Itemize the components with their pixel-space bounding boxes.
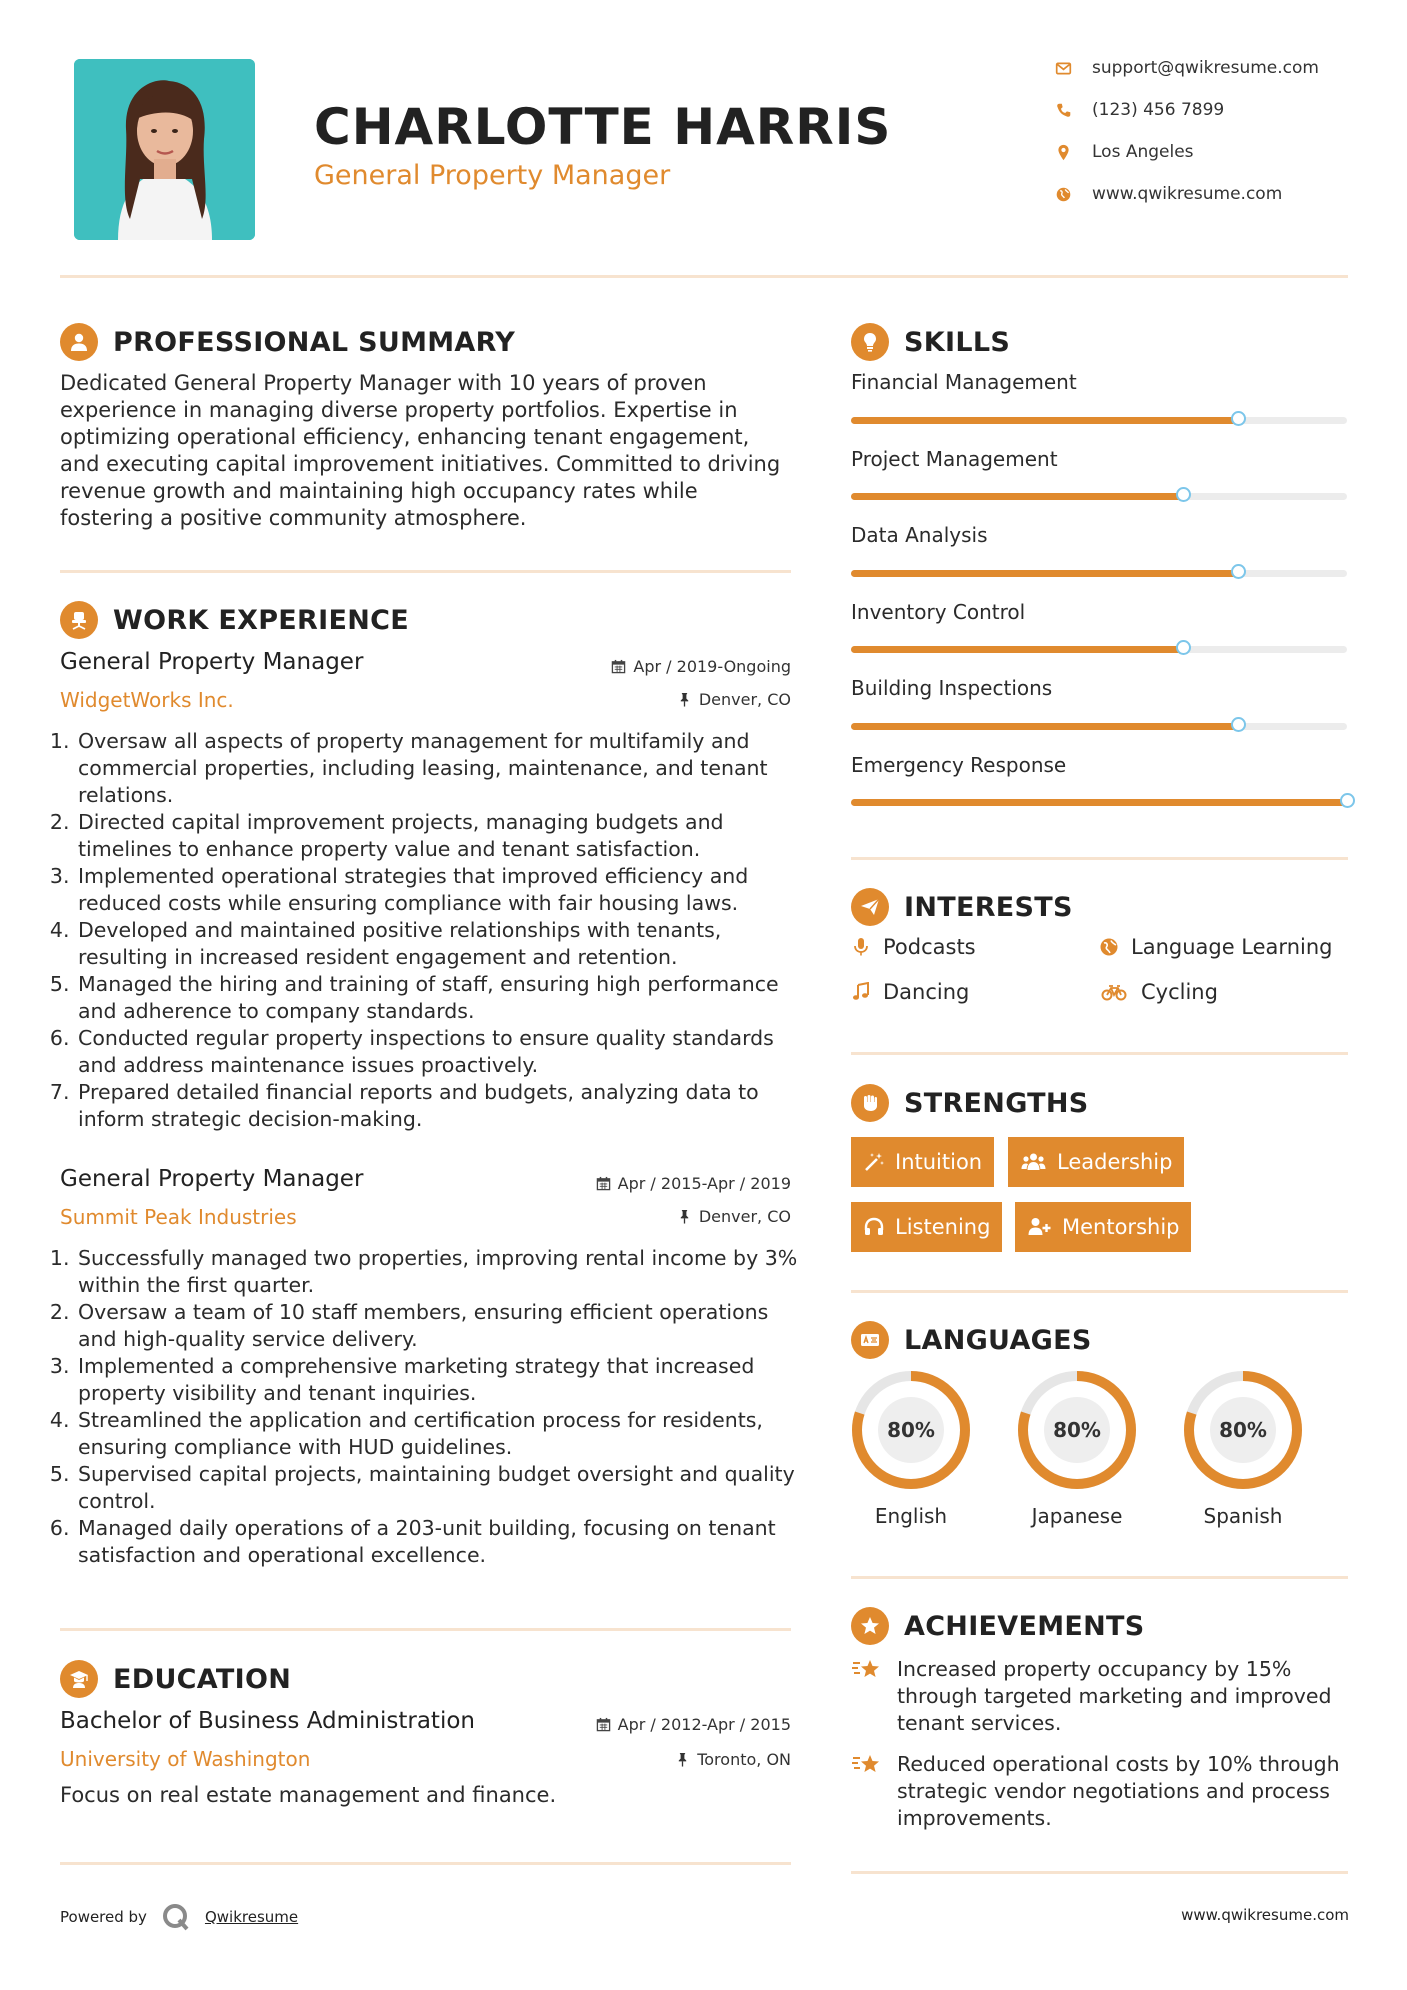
contact-email-text: support@qwikresume.com — [1092, 58, 1319, 78]
candidate-name: CHARLOTTE HARRIS — [314, 98, 892, 156]
skill-bar-knob — [1176, 640, 1191, 655]
job-1-dates-text: Apr / 2019-Ongoing — [633, 657, 791, 676]
education-dates-text: Apr / 2012-Apr / 2015 — [617, 1715, 791, 1734]
powered-by-text: Powered by — [60, 1908, 147, 1926]
skill-bar-knob — [1340, 793, 1355, 808]
interest-item — [851, 980, 969, 1004]
footer-website[interactable]: www.qwikresume.com — [1181, 1906, 1349, 1924]
achievement-item — [851, 1656, 1357, 1737]
list-item: 1. Oversaw all aspects of property management for multifamily and commercial properties, including leasing, maintenance, and tenant relations. — [76, 728, 811, 809]
calendar-icon — [596, 1717, 611, 1732]
strength-label: Leadership — [1057, 1150, 1173, 1174]
qwikresume-link[interactable]: Qwikresume — [204, 1908, 299, 1926]
skill-bar-fill — [851, 570, 1238, 577]
microphone-icon — [851, 937, 871, 957]
list-item: 7. Prepared detailed financial reports and budgets, analyzing data to inform strategic decision-making. — [76, 1079, 811, 1133]
achievements-divider — [851, 1871, 1348, 1874]
map-pin-icon — [1055, 144, 1072, 161]
education-description: Focus on real estate management and finance. — [60, 1783, 557, 1807]
achievement-text: Reduced operational costs by 10% through strategic vendor negotiations and process improvements. — [897, 1752, 1340, 1830]
language-ring — [850, 1369, 972, 1491]
user-icon — [60, 323, 98, 361]
interests-title: INTERESTS — [904, 891, 1073, 923]
interest-label: Language Learning — [1131, 935, 1333, 959]
skill-bar-knob — [1231, 717, 1246, 732]
list-item: 1. Successfully managed two properties, improving rental income by 3% within the first quarter. — [76, 1245, 811, 1299]
globe-icon — [1099, 937, 1119, 957]
education-divider — [60, 1862, 791, 1865]
star-badge-icon — [851, 1607, 889, 1645]
interest-item — [851, 935, 976, 959]
raised-fist-icon — [851, 1084, 889, 1122]
achievements-title: ACHIEVEMENTS — [904, 1610, 1145, 1642]
skill-bar — [851, 493, 1347, 500]
shooting-star-icon — [851, 1751, 883, 1779]
list-item: 4. Developed and maintained positive relationships with tenants, resulting in increased resident engagement and retention. — [76, 917, 811, 971]
profile-photo — [74, 59, 255, 240]
achievements-section-header — [851, 1607, 1145, 1645]
interests-divider — [851, 1052, 1348, 1055]
work-title: WORK EXPERIENCE — [113, 604, 409, 636]
globe-icon — [1055, 186, 1072, 203]
footer-powered-by — [60, 1902, 298, 1932]
skills-title: SKILLS — [904, 326, 1011, 358]
job-2-location-text: Denver, CO — [698, 1207, 791, 1226]
education-dates — [520, 1715, 791, 1734]
work-divider — [60, 1628, 791, 1631]
skill-bar — [851, 799, 1347, 806]
skill-bar-fill — [851, 799, 1347, 806]
skill-bar — [851, 723, 1347, 730]
skill-bar-fill — [851, 723, 1238, 730]
summary-text: Dedicated General Property Manager with 10 years of proven experience in managing diverse property portfolios. Expertise in optimizing operational efficiency, enhancing tenant engagement, and executing capital improvement initiatives. Committed to driving revenue growth and maintaining high occupancy rates while fostering a positive community atmosphere. — [60, 371, 781, 530]
calendar-icon — [611, 659, 626, 674]
office-chair-icon — [60, 601, 98, 639]
job-2-dates-text: Apr / 2015-Apr / 2019 — [617, 1174, 791, 1193]
contact-location-text: Los Angeles — [1092, 142, 1194, 162]
languages-section-header — [851, 1321, 1092, 1359]
skills-divider — [851, 857, 1348, 860]
contact-website-text: www.qwikresume.com — [1092, 184, 1283, 204]
list-item: 5. Supervised capital projects, maintaining budget oversight and quality control. — [76, 1461, 811, 1515]
pushpin-icon — [677, 1209, 692, 1224]
envelope-icon — [1055, 60, 1072, 77]
education-location-text: Toronto, ON — [697, 1750, 791, 1769]
list-item: 2. Directed capital improvement projects, managing budgets and timelines to enhance property value and tenant satisfaction. — [76, 809, 811, 863]
language-card-icon — [851, 1321, 889, 1359]
language-ring — [1182, 1369, 1304, 1491]
strength-tag — [1008, 1137, 1184, 1187]
calendar-icon — [596, 1176, 611, 1191]
summary-divider — [60, 570, 791, 573]
interest-label: Podcasts — [883, 935, 976, 959]
skill-bar-fill — [851, 417, 1238, 424]
skill-name: Emergency Response — [851, 753, 1067, 777]
language-percent: 80% — [887, 1418, 935, 1442]
graduate-icon — [60, 1660, 98, 1698]
header-divider — [60, 275, 1348, 278]
list-item: 4. Streamlined the application and certification process for residents, ensuring compliance with HUD guidelines. — [76, 1407, 811, 1461]
language-name: Spanish — [1203, 1504, 1283, 1528]
contact-location — [1055, 142, 1194, 162]
interest-label: Cycling — [1141, 980, 1218, 1004]
strength-tag — [1015, 1202, 1191, 1252]
skill-bar-knob — [1176, 487, 1191, 502]
paper-plane-icon — [851, 888, 889, 926]
summary-section-header — [60, 323, 515, 361]
education-section-header — [60, 1660, 291, 1698]
strengths-title: STRENGTHS — [904, 1087, 1089, 1119]
skill-bar — [851, 646, 1347, 653]
list-item: 6. Conducted regular property inspections to ensure quality standards and address maintenance issues proactively. — [76, 1025, 811, 1079]
headphones-icon — [863, 1216, 885, 1238]
strength-label: Mentorship — [1062, 1215, 1180, 1239]
bicycle-icon — [1099, 982, 1129, 1002]
list-item: 5. Managed the hiring and training of staff, ensuring high performance and adherence to company standards. — [76, 971, 811, 1025]
skill-bar-fill — [851, 493, 1183, 500]
job-2-location — [520, 1207, 791, 1226]
languages-divider — [851, 1576, 1348, 1579]
list-item: 3. Implemented a comprehensive marketing strategy that increased property visibility and tenant inquiries. — [76, 1353, 811, 1407]
job-2-title: General Property Manager — [60, 1166, 364, 1192]
contact-email[interactable] — [1055, 58, 1319, 78]
interest-item — [1099, 935, 1332, 959]
music-note-icon — [851, 982, 871, 1002]
job-2-points — [58, 1245, 811, 1569]
strengths-section-header — [851, 1084, 1089, 1122]
strength-tag — [851, 1202, 1002, 1252]
user-plus-icon — [1027, 1216, 1052, 1238]
achievement-text: Increased property occupancy by 15% through targeted marketing and improved tenant services. — [897, 1657, 1332, 1735]
list-item: 2. Oversaw a team of 10 staff members, ensuring efficient operations and high-quality service delivery. — [76, 1299, 811, 1353]
skill-bar-knob — [1231, 411, 1246, 426]
work-section-header — [60, 601, 409, 639]
strengths-divider — [851, 1290, 1348, 1293]
strength-label: Listening — [895, 1215, 991, 1239]
candidate-role: General Property Manager — [314, 160, 671, 191]
pushpin-icon — [677, 692, 692, 707]
language-ring — [1016, 1369, 1138, 1491]
strength-label: Intuition — [895, 1150, 983, 1174]
languages-title: LANGUAGES — [904, 1324, 1092, 1356]
qwikresume-logo-icon — [161, 1902, 191, 1932]
education-location — [520, 1750, 791, 1769]
interest-item — [1099, 980, 1218, 1004]
education-title: EDUCATION — [113, 1663, 292, 1695]
shooting-star-icon — [851, 1656, 883, 1684]
skill-name: Data Analysis — [851, 523, 988, 547]
job-2-dates — [520, 1174, 791, 1193]
job-1-dates — [520, 657, 791, 676]
interest-label: Dancing — [883, 980, 970, 1004]
job-1-company: WidgetWorks Inc. — [60, 688, 234, 712]
job-1-points — [58, 728, 811, 1133]
achievement-item — [851, 1751, 1357, 1832]
language-name: Japanese — [1031, 1504, 1123, 1528]
lightbulb-icon — [851, 323, 889, 361]
pushpin-icon — [675, 1752, 690, 1767]
language-percent: 80% — [1219, 1418, 1267, 1442]
skill-name: Project Management — [851, 447, 1058, 471]
skills-section-header — [851, 323, 1010, 361]
skill-bar — [851, 570, 1347, 577]
strength-tag — [851, 1137, 994, 1187]
person-portrait-icon — [74, 59, 255, 240]
job-1-title: General Property Manager — [60, 649, 364, 675]
language-name: English — [874, 1504, 948, 1528]
job-1-location-text: Denver, CO — [698, 690, 791, 709]
list-item: 3. Implemented operational strategies that improved efficiency and reduced costs while ensuring compliance with fair housing laws. — [76, 863, 811, 917]
interests-section-header — [851, 888, 1073, 926]
contact-phone[interactable] — [1055, 100, 1224, 120]
list-item: 6. Managed daily operations of a 203-unit building, focusing on tenant satisfaction and operational excellence. — [76, 1515, 811, 1569]
contact-website[interactable] — [1055, 184, 1282, 204]
skill-bar-knob — [1231, 564, 1246, 579]
skill-name: Building Inspections — [851, 676, 1053, 700]
skill-name: Inventory Control — [851, 600, 1026, 624]
skill-bar — [851, 417, 1347, 424]
education-school: University of Washington — [60, 1747, 311, 1771]
skill-bar-fill — [851, 646, 1183, 653]
job-2-company: Summit Peak Industries — [60, 1205, 297, 1229]
education-degree: Bachelor of Business Administration — [60, 1708, 475, 1734]
magic-wand-icon — [863, 1151, 885, 1173]
skill-name: Financial Management — [851, 370, 1077, 394]
contact-phone-text: (123) 456 7899 — [1092, 100, 1225, 120]
phone-icon — [1055, 102, 1072, 119]
job-1-location — [520, 690, 791, 709]
summary-title: PROFESSIONAL SUMMARY — [113, 326, 516, 358]
users-icon — [1020, 1151, 1047, 1173]
language-percent: 80% — [1053, 1418, 1101, 1442]
